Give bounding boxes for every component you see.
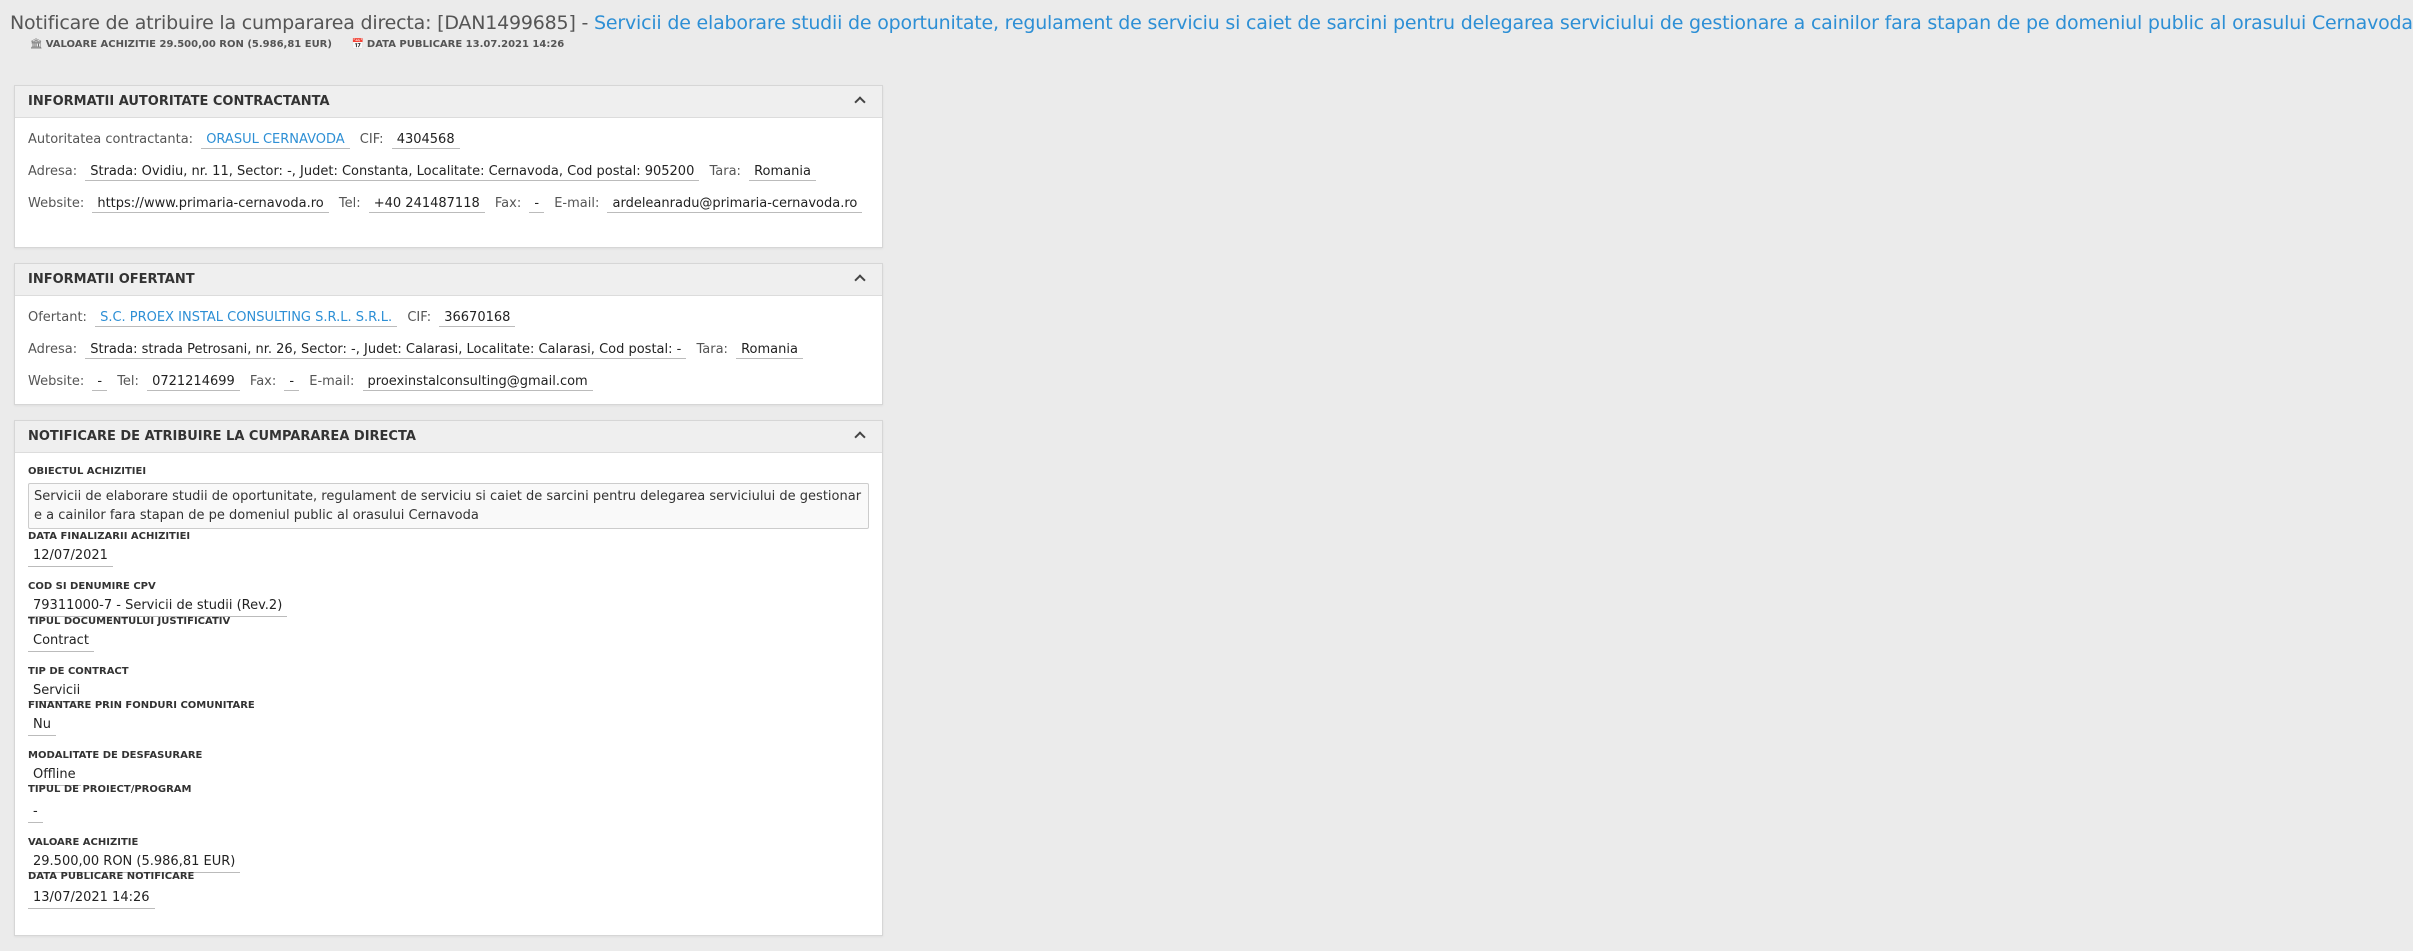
data-publicare-meta-text: DATA PUBLICARE 13.07.2021 14:26 (366, 39, 565, 50)
ofertant-name-label: Ofertant: (28, 310, 87, 325)
data-publicare-value: 13/07/2021 14:26 (28, 888, 155, 909)
meta-line (30, 38, 890, 52)
valoare-label: VALOARE ACHIZITIE (28, 837, 139, 848)
chevron-up-icon[interactable] (854, 96, 865, 107)
modalitate-value: Offline (28, 765, 81, 786)
autoritate-panel-header[interactable] (15, 86, 882, 118)
ofertant-adresa-value: Strada: strada Petrosani, nr. 26, Sector: -, Judet: Calarasi, Localitate: Calarasi, Cod postal: - (85, 342, 686, 359)
autoritate-adresa-label: Adresa: (28, 164, 78, 179)
ofertant-panel (14, 263, 883, 405)
data-publicare-meta (351, 39, 564, 50)
ofertant-website-value: - (92, 374, 107, 391)
data-finalizarii-value: 12/07/2021 (28, 546, 113, 567)
autoritate-cif-label: CIF: (359, 132, 384, 147)
autoritate-name-label: Autoritatea contractanta: (28, 132, 194, 147)
ofertant-tel-value: 0721214699 (147, 374, 240, 391)
ofertant-cif-label: CIF: (407, 310, 432, 325)
obiect-textbox: Servicii de elaborare studii de oportunitate, regulament de serviciu si caiet de sarcini pentru delegarea serviciului de gestionar e a cainilor fara stapan de pe domeniul public al orasului Cernavoda (28, 483, 869, 529)
notificare-panel-header[interactable] (15, 421, 882, 453)
ofertant-contact-row (15, 371, 882, 393)
ofertant-name-row (15, 307, 882, 329)
cpv-value: 79311000-7 - Servicii de studii (Rev.2) (28, 596, 287, 617)
autoritate-tel-label: Tel: (338, 196, 361, 211)
finantare-value: Nu (28, 715, 56, 736)
tip-proiect-value: - (28, 802, 43, 823)
ofertant-fax-value: - (284, 374, 299, 391)
page-title-link[interactable]: Servicii de elaborare studii de oportunitate, regulament de serviciu si caiet de sarcini pentru delegarea serviciului de gestionare a cainilor fara stapan de pe domeniul public al orasului Cernavoda (594, 12, 2413, 34)
chevron-up-icon[interactable] (854, 274, 865, 285)
ofertant-email-value: proexinstalconsulting@gmail.com (363, 374, 593, 391)
autoritate-email-value: ardeleanradu@primaria-cernavoda.ro (607, 196, 862, 213)
autoritate-adresa-value: Strada: Ovidiu, nr. 11, Sector: -, Judet: Constanta, Localitate: Cernavoda, Cod postal: 905200 (85, 164, 699, 181)
ofertant-tel-label: Tel: (117, 374, 139, 389)
ofertant-adresa-label: Adresa: (28, 342, 78, 357)
modalitate-label: MODALITATE DE DESFASURARE (28, 750, 203, 761)
ofertant-tara-value: Romania (736, 342, 803, 359)
notificare-panel (14, 420, 883, 936)
autoritate-name-row (15, 129, 882, 151)
ofertant-website-label: Website: (28, 374, 85, 389)
valoare-meta-text: VALOARE ACHIZITIE 29.500,00 RON (5.986,81 EUR) (45, 39, 332, 50)
autoritate-panel (14, 85, 883, 248)
valoare-value: 29.500,00 RON (5.986,81 EUR) (28, 852, 240, 873)
autoritate-website-label: Website: (28, 196, 85, 211)
finantare-label: FINANTARE PRIN FONDURI COMUNITARE (28, 700, 255, 711)
ofertant-fax-label: Fax: (249, 374, 277, 389)
ofertant-cif-value: 36670168 (439, 310, 515, 327)
valoare-meta (30, 39, 335, 50)
page-title-prefix: Notificare de atribuire la cumpararea directa: [DAN1499685] - (10, 12, 594, 34)
ofertant-adresa-row (15, 339, 882, 361)
autoritate-heading: INFORMATII AUTORITATE CONTRACTANTA (28, 94, 330, 109)
tip-contract-label: TIP DE CONTRACT (28, 666, 129, 677)
tip-doc-label: TIPUL DOCUMENTULUI JUSTIFICATIV (28, 616, 231, 627)
page-title (10, 8, 2413, 38)
autoritate-fax-value: - (529, 196, 544, 213)
autoritate-tel-value: +40 241487118 (369, 196, 485, 213)
page-header (0, 0, 2413, 66)
autoritate-adresa-row (15, 161, 882, 183)
autoritate-website-value: https://www.primaria-cernavoda.ro (92, 196, 328, 213)
ofertant-heading: INFORMATII OFERTANT (28, 272, 195, 287)
obiect-label: OBIECTUL ACHIZITIEI (28, 466, 147, 477)
data-finalizarii-label: DATA FINALIZARII ACHIZITIEI (28, 531, 191, 542)
ofertant-email-label: E-mail: (309, 374, 355, 389)
autoritate-fax-label: Fax: (494, 196, 522, 211)
autoritate-cif-value: 4304568 (392, 132, 460, 149)
cpv-label: COD SI DENUMIRE CPV (28, 581, 156, 592)
ofertant-name-link[interactable]: S.C. PROEX INSTAL CONSULTING S.R.L. S.R.L. (95, 310, 397, 327)
calendar-icon: 📅 (351, 39, 364, 50)
tip-contract-value: Servicii (28, 681, 85, 702)
ofertant-tara-label: Tara: (696, 342, 728, 357)
ofertant-panel-header[interactable] (15, 264, 882, 296)
notificare-heading: NOTIFICARE DE ATRIBUIRE LA CUMPARAREA DIRECTA (28, 429, 416, 444)
autoritate-name-link[interactable]: ORASUL CERNAVODA (201, 132, 349, 149)
tip-doc-value: Contract (28, 631, 94, 652)
chevron-up-icon[interactable] (854, 431, 865, 442)
bank-icon: 🏛 (30, 39, 43, 50)
tip-proiect-label: TIPUL DE PROIECT/PROGRAM (28, 784, 192, 795)
autoritate-tara-value: Romania (749, 164, 816, 181)
autoritate-contact-row (15, 193, 882, 215)
autoritate-tara-label: Tara: (709, 164, 741, 179)
data-publicare-label: DATA PUBLICARE NOTIFICARE (28, 871, 195, 882)
autoritate-email-label: E-mail: (554, 196, 600, 211)
